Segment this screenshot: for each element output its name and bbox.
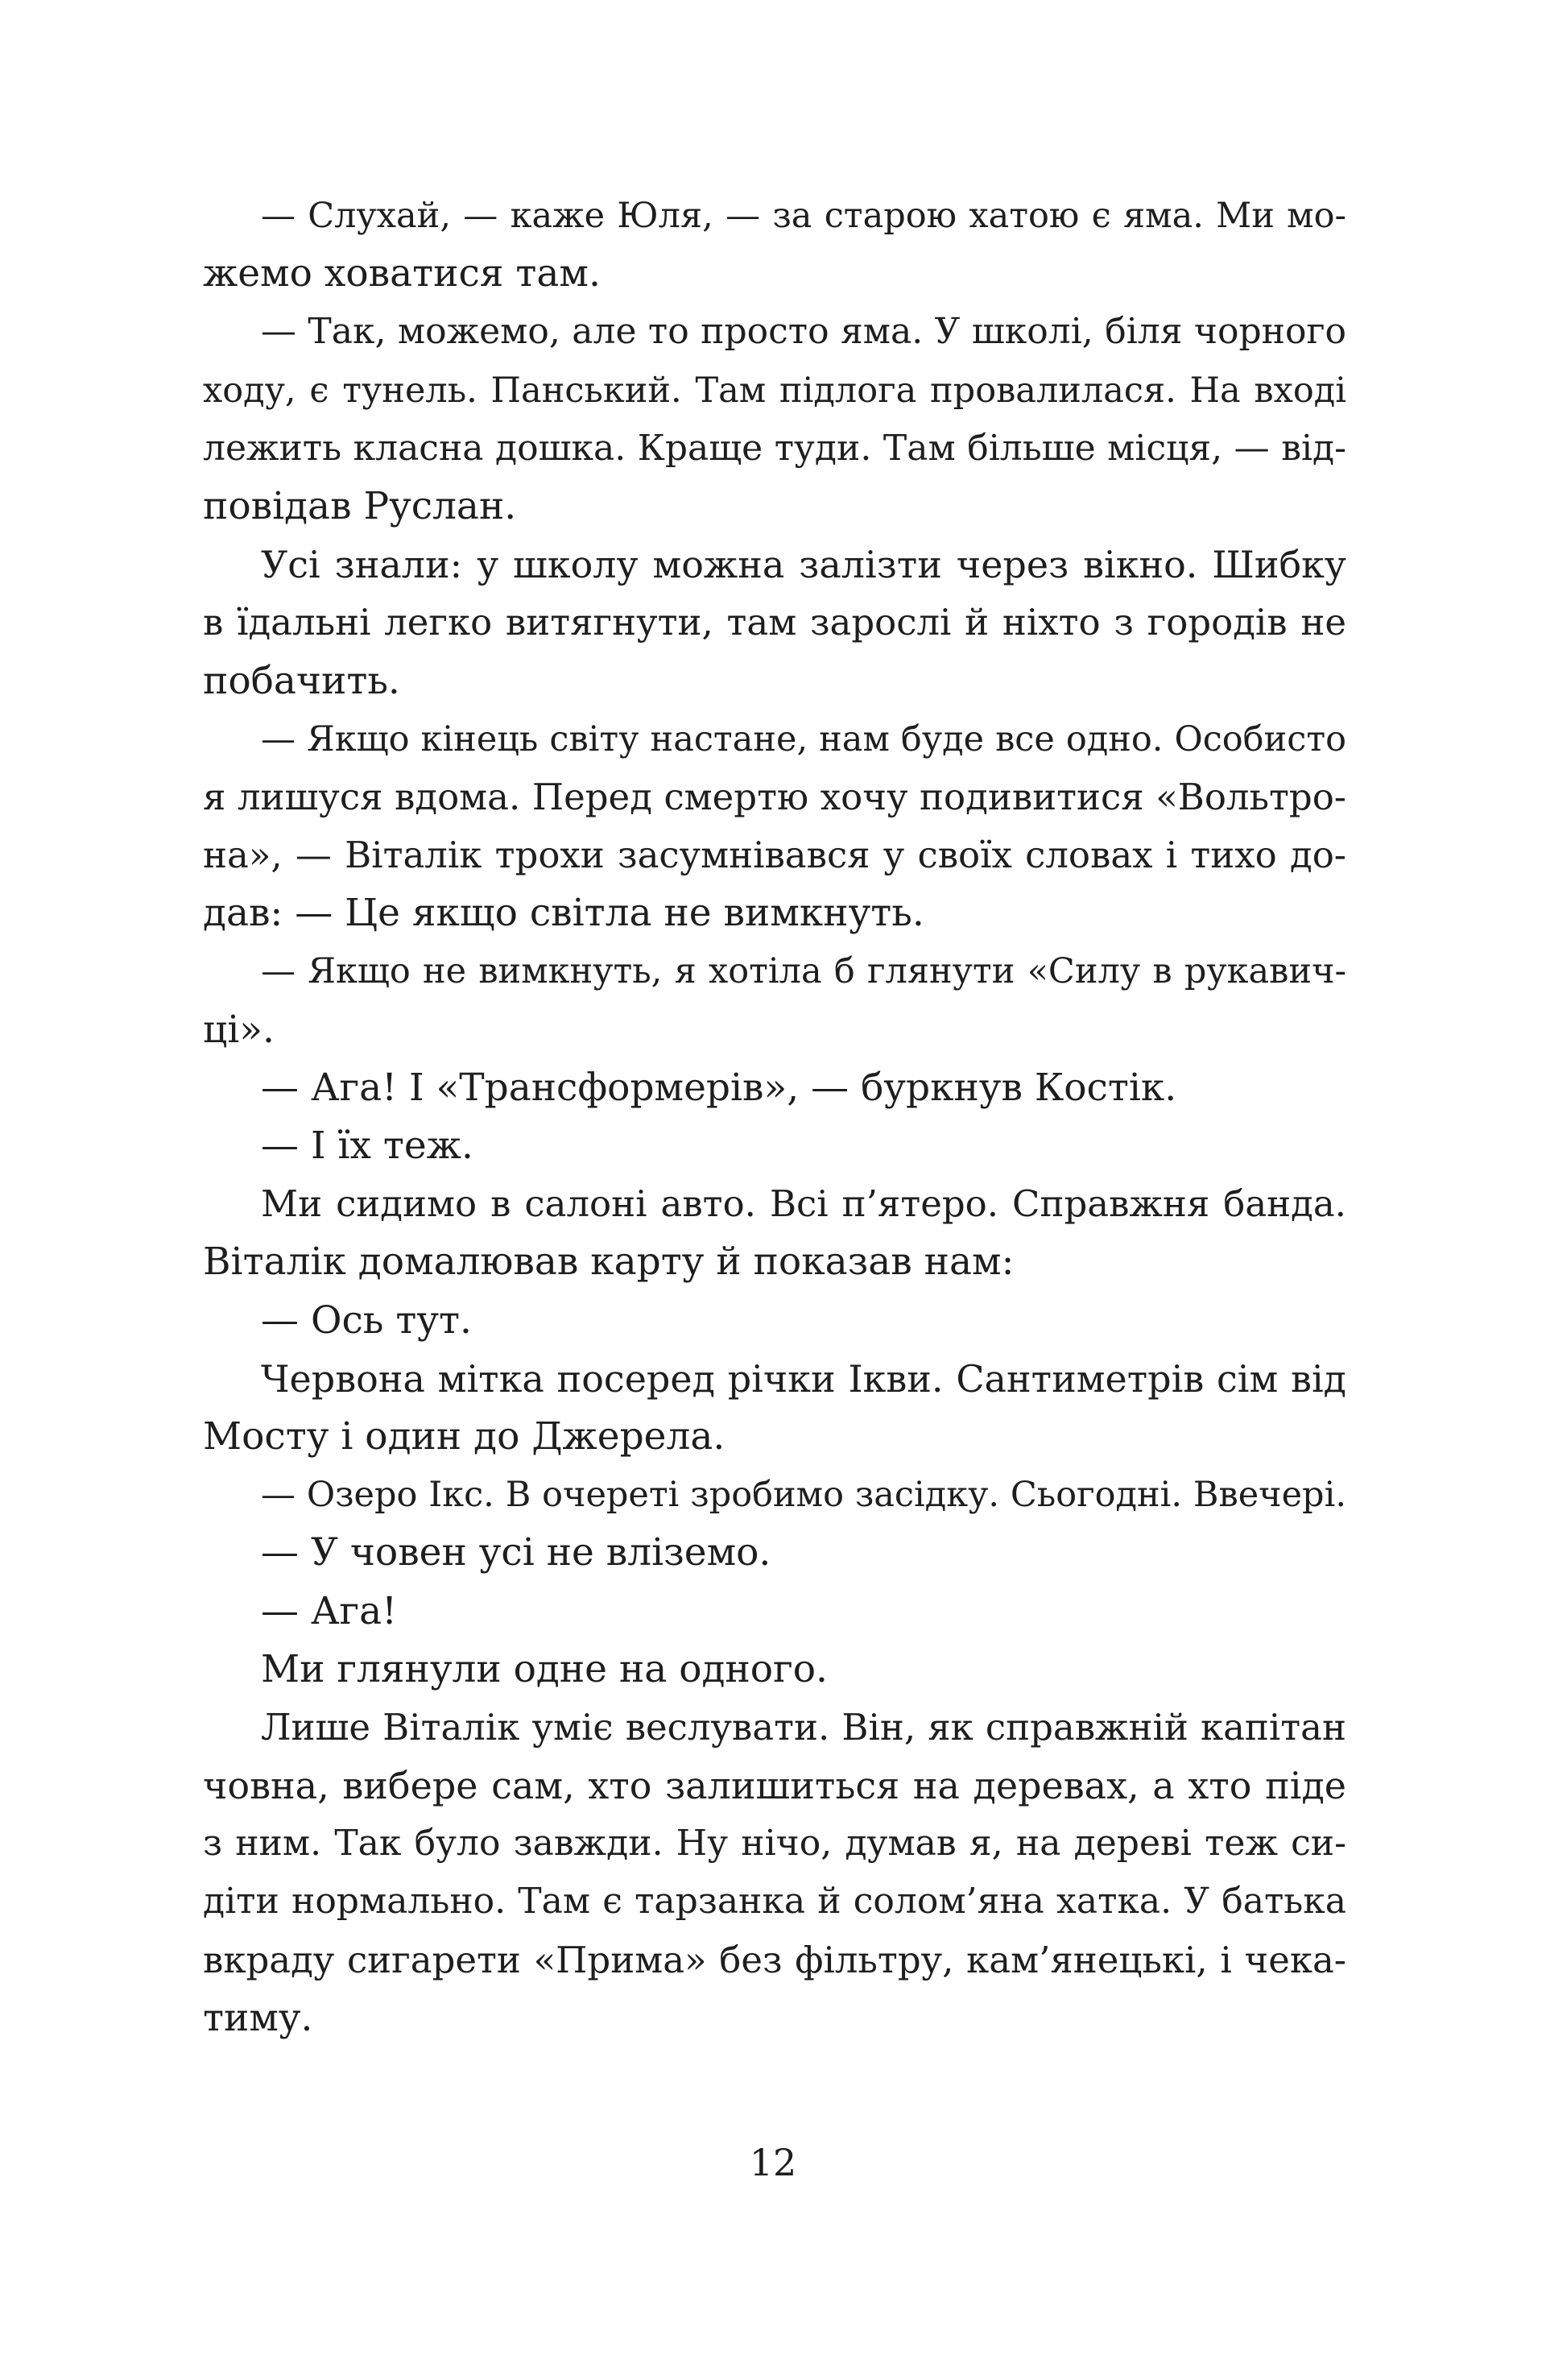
text-line: на», — Віталік трохи засумнівався у своїх словах і тихо до- [203,834,1346,877]
text-line: ходу, є тунель. Панський. Там підлога провалилася. На вході [203,370,1346,411]
text-line: Червона мітка посеред річки Ікви. Сантиметрів сім від [261,1356,1346,1401]
text-line: — Якщо кінець світу настане, нам буде все одно. Особисто [261,718,1346,760]
text-line: тиму. [203,1995,313,2040]
text-line: Лише Віталік уміє веслувати. Він, як справжній капітан [261,1705,1346,1749]
text-line: — У човен усі не вліземо. [261,1530,771,1575]
text-line: діти нормально. Там є тарзанка й солом’яна хатка. У батька [203,1881,1346,1923]
text-line: повідав Руслан. [203,483,517,528]
body-text [203,187,1346,2047]
text-line: Усі знали: у школу можна залізти через вікно. Шибку [261,543,1346,587]
text-line: дав: — Це якщо світла не вимкнуть. [203,891,924,936]
text-line: човна, вибере сам, хто залишиться на деревах, а хто піде [203,1764,1346,1808]
text-line: Ми глянули одне на одного. [261,1646,828,1691]
text-line: Віталік домалював карту й показав нам: [203,1240,1015,1285]
text-line: я лишуся вдома. Перед смертю хочу подивитися «Вольтро- [203,775,1346,818]
text-line: — Слухай, — каже Юля, — за старою хатою є яма. Ми мо- [261,196,1346,236]
text-line: — Озеро Ікс. В очереті зробимо засідку. Сьогодні. Ввечері. [261,1475,1346,1516]
text-line: — Ага! І «Трансформерів», — буркнув Костік. [261,1065,1177,1110]
text-line: — Якщо не вимкнуть, я хотіла б глянути «Силу в рукавич- [261,951,1346,992]
text-line: з ним. Так було завжди. Ну нічо, думав я, на дереві теж си- [203,1823,1346,1865]
text-line: Ми сидимо в салоні авто. Всі п’ятеро. Справжня банда. [261,1182,1346,1226]
text-line: — Ага! [261,1588,398,1633]
text-line: — Так, можемо, але то просто яма. У школі, біля чорного [261,311,1346,353]
page-number: 12 [749,2141,797,2184]
text-line: жемо ховатися там. [203,251,601,296]
text-line: — Ось тут. [261,1298,472,1343]
text-line: ці». [203,1007,275,1052]
text-line: в їдальні легко витягнути, там зарослі й ніхто з городів не [203,601,1346,644]
text-line: вкраду сигарети «Прима» без фільтру, кам’янецькі, і чека- [203,1938,1346,1981]
text-line: — І їх теж. [261,1124,473,1168]
text-line: Мосту і один до Джерела. [203,1414,725,1459]
text-line: лежить класна дошка. Краще туди. Там більше місця, — від- [203,427,1346,469]
text-line: побачить. [203,658,400,703]
